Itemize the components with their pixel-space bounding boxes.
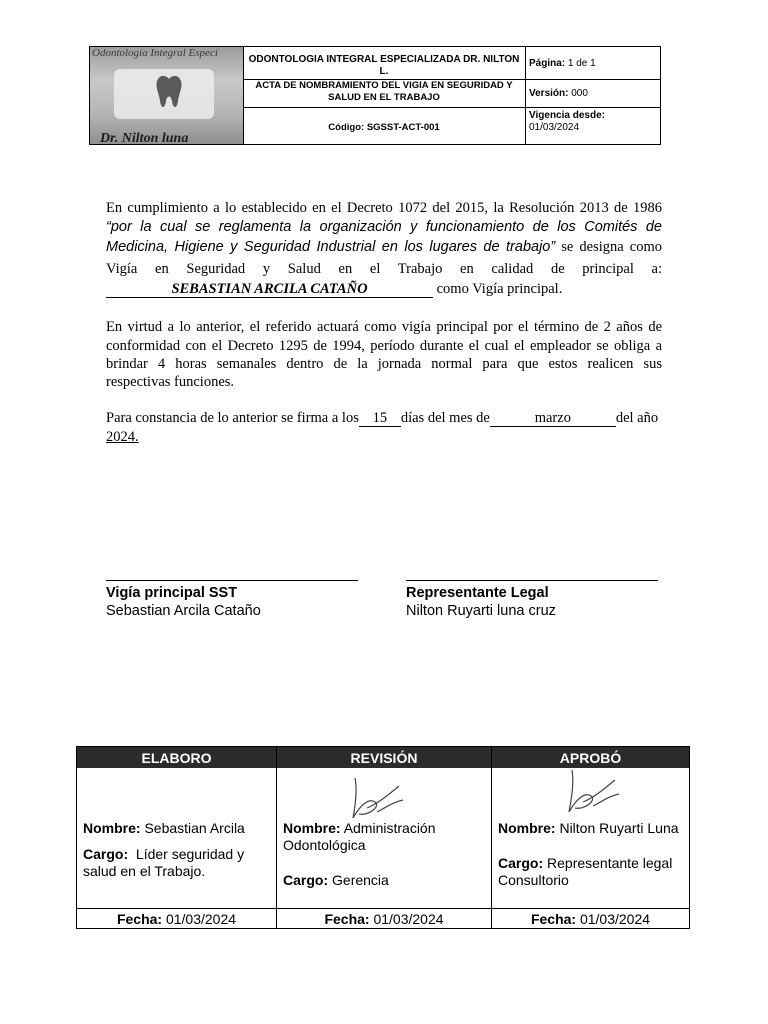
version-label: Versión: [529,88,569,99]
signature-left-name: Sebastian Arcila Cataño [106,603,261,619]
approval-header: REVISIÓN [277,747,491,768]
approval-column-elaboro [77,747,277,928]
logo-bottom-text: Dr. Nilton luna [100,131,189,144]
approval-name: Nombre: Administración Odontológica [283,820,436,853]
approval-name: Nombre: Nilton Ruyarti Luna [498,820,679,836]
approval-name: Nombre: Sebastian Arcila [83,820,245,836]
paragraph-2-line-3: brindar 4 horas semanales dentro de la jornada normal para que estos realicen sus [106,356,662,372]
document-header [89,46,661,145]
appointee-suffix: como Vigía principal. [436,281,563,297]
paragraph-2-line-4: respectivas funciones. [106,374,235,390]
signing-day: 15 [359,411,401,427]
signature-right [406,580,658,619]
validity [525,108,660,144]
page-value: 1 de 1 [567,57,596,69]
clinic-logo [90,47,244,144]
version-value: 000 [571,88,588,99]
paragraph-1-line-2: “por la cual se reglamenta la organización y funcionamiento de los Comités de [106,219,662,235]
approval-date: Fecha: 01/03/2024 [77,908,276,928]
approval-cargo: Cargo: Líder seguridad y salud en el Trabajo. [83,846,245,879]
approval-column-revision [277,747,492,928]
page-label: Página: [529,57,566,69]
paragraph-1-line-3: Medicina, Higiene y Seguridad Industrial en los lugares de trabajo” se designa como [106,239,662,255]
code-value: SGSST-ACT-001 [366,121,440,133]
appointee-line [106,280,562,299]
tooth-icon [152,73,186,111]
signing-month: marzo [490,411,616,427]
version [525,80,660,108]
signature-scribble-icon [347,774,407,822]
paragraph-1-line-4: Vigía en Seguridad y Salud en el Trabajo en calidad de principal a: [106,261,662,277]
signature-right-role: Representante Legal [406,585,549,601]
page-number [525,47,660,80]
paragraph-2-line-1: En virtud a lo anterior, el referido actuará como vigía principal por el término de 2 años de [106,319,662,335]
document-code [243,108,525,144]
validity-label: Vigencia desde: [529,110,605,121]
code-label: Código: [328,121,365,133]
signing-date-line: Para constancia de lo anterior se firma a los 15 días del mes de marzo del año [106,410,659,426]
approval-date: Fecha: 01/03/2024 [492,908,689,928]
approval-column-aprobo [492,747,689,928]
appointee-name: SEBASTIAN ARCILA CATAÑO [171,281,368,297]
approval-header: ELABORO [77,747,276,768]
approval-date: Fecha: 01/03/2024 [277,908,491,928]
paragraph-2-line-2: conformidad con el Decreto 1295 de 1994, período durante el cual el empleador se obliga a [106,338,662,354]
approval-table [76,746,690,929]
signature-left-role: Vigía principal SST [106,585,238,601]
approval-cargo: Cargo: Gerencia [283,872,389,888]
approval-cargo: Cargo: Representante legal Consultorio [498,855,673,888]
paragraph-1-line-1: En cumplimiento a lo establecido en el Decreto 1072 del 2015, la Resolución 2013 de 1986 [106,200,662,216]
signature-left [106,580,358,619]
signing-year: 2024. [106,429,139,445]
signature-scribble-icon [562,768,622,816]
approval-header: APROBÓ [492,747,689,768]
company-name: ODONTOLOGIA INTEGRAL ESPECIALIZADA DR. NILTON L. [243,47,525,80]
logo-top-text: Odontología Integral Especi [92,47,218,59]
document-title: ACTA DE NOMBRAMIENTO DEL VIGIA EN SEGURIDAD Y SALUD EN EL TRABAJO [243,80,525,108]
validity-value: 01/03/2024 [529,122,580,133]
signature-right-name: Nilton Ruyarti luna cruz [406,603,556,619]
